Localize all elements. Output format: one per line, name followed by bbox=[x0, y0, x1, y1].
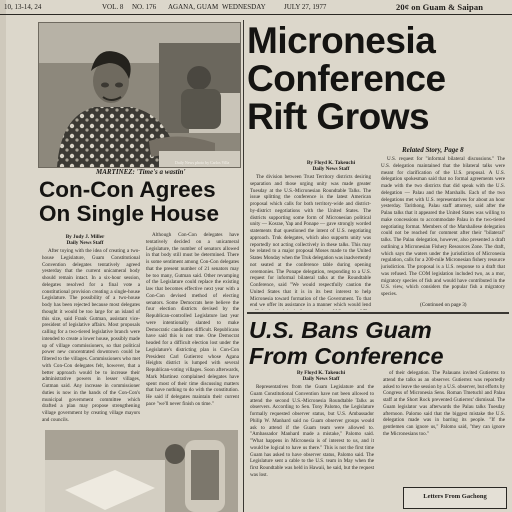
date: JULY 27, 1977 bbox=[284, 3, 327, 11]
guam-headline bbox=[249, 317, 509, 369]
article-text: After toying with the idea of creating a two-house Legislature, Guam Constitutional Convention delegates tentatively agreed yesterday that the current unicameral body should remain intact. In a six-hour session, delegates resolved for a final vote a constitutional provision creating a single-house Legislature. The possibility of a two-house body has been rejected because most delegates thought it would be too large for an island of this size, said Frank Gutman, assistant vice-president of legislative affairs. Most proposals calling for a two-tiered legislative branch were intended to create a lower house, possibly made up of village commissioners, so that political power new concentrated downtown could be filtered to the villages. Commissioners who met with Con-Con delegates felt, however, that a better approach would be to increase their administrative powers in lesser villages, Gutman said. Any increase in commissioner duties is now in the hands of the Con-Con's municipal government committee which drafted a plan may propose strengthening village government by creating village mayors and councils. bbox=[42, 248, 140, 423]
article-text: Representatives from the Guam Legislature and the Guam Constitutional Convention have not been allowed to attend the second U.S.-Micronesia Roundtable Talks as observers. According to Sen. Tony Palomo, the Legislature formally requested observer status, but U.S. Ambassador Philip W. Manhard said no Guam observer groups would ask to attend if the Guam team were allowed to. "Ambassador Manhard made a mistake," Palomo said. "What happens in Micronesia is of interest to us, and it would be logical to have us there." This is not the first time Guam has asked to have observer status, Palomo said. The Legislature sent a cable to the U.S. team in May when the first Roundtable was held in Hawaii, he said, but the request was lost. bbox=[250, 384, 374, 478]
weekday: WEDNESDAY bbox=[222, 3, 266, 11]
byline-name: By Judy J. Miller bbox=[65, 234, 105, 240]
concon-headline bbox=[39, 178, 244, 226]
related-story-ref: Related Story, Page 8 bbox=[402, 146, 464, 154]
headline-line: Rift Grows bbox=[247, 96, 430, 137]
headline-line: U.S. Bans Guam bbox=[249, 317, 432, 343]
headline-line: Con-Con Agrees bbox=[39, 177, 216, 202]
price: 20¢ on Guam & Saipan bbox=[396, 2, 484, 12]
guam-column-2 bbox=[383, 370, 505, 482]
continued-note: (Continued on page 3) bbox=[420, 302, 467, 308]
bottom-photo bbox=[45, 430, 238, 512]
location: AGANA, GUAM bbox=[168, 3, 219, 11]
martinez-photo bbox=[38, 22, 241, 168]
headline-line: Micronesia bbox=[247, 20, 436, 61]
micronesia-column-2 bbox=[381, 156, 505, 298]
headline-line: On Single House bbox=[39, 201, 220, 226]
article-text: The division between Trust Territory districts desiring separation and those urging unity was made greater Tuesday at the U.S.-Micronesian Roundtable Talks. The issue splitting the conference is the latest American proposal which calls for both territory-wide and district-by-district negotiations with the United States. The districts supporting some form of Micronesian political unity — Kosrae, Yap and Ponape — gave strongly worded statements that questioned the intent of U.S. negotiating approach. Truk delegates, which also supports unity was reportedly not acting collectively in these talks. This may be related to a major proposal Moses made to the United States Monday when the Truk delegation was inadvertently not seated at the conference table during opening ceremonies. The Ponape delegation, responding to a U.S. request for informal bilateral talks at the Roundtable Conference, said "We would respectfully caution the United States that it is in its best interest to help Micronesia toward formation of the Government. To that end we offer its assistance in a manner which would lend bbox=[250, 174, 371, 309]
issue-ref: 10, 13-14, 24 bbox=[4, 3, 42, 11]
concon-column-2 bbox=[146, 232, 239, 428]
concon-column-1 bbox=[42, 248, 140, 426]
article-text: Although Con-Con delegates have tentatively decided on a unicameral Legislature, the number of senators allowed in that body still must be determined. There is some sentiment among Con-Con delegates that the present number of 21 senators may be too many, Gutman said. Other revamping of the Legislature could replace the existing law that becomes effective next year with a Con-Con devised method of electing senators. Some Democrats here believe the four election districts devised by the Republican-controlled Legislature last year were intentionally slanted to make Democratic candidates difficult. Republicans have said this is not true. One Democrat headed for a difficult election lost under the Legislature's districting plan is Con-Con President Carl Gutierrez whose Agana Heights district is lumped with several Republican-voting villages. Soon afterwards, Mark Martinez complained delegates have spent most of their time discussing matters that have nothing to do with the constitution. He said if delegates maintain their current pace "we'll never finish on time." bbox=[146, 232, 239, 407]
photo-caption: MARTINEZ: 'Time's a wastin' bbox=[96, 168, 186, 176]
byline-org: Daily News Staff bbox=[302, 376, 340, 382]
concon-byline bbox=[54, 234, 116, 246]
article-text: U.S. request for "informal bilateral discussions." The U.S. delegation maintained that the bilateral talks were meant for clarification of the U.S. proposal. A U.S. delegation spokesman said that no formal agreements were made with the two districts that did speak with the U.S. delegation — Palau and the Marshalls. Each of the two delegations met with U.S. representatives for about an hour yesterday. Tarithong, Palau staff attorney, said after the Palau talks that it appeared the United States was willing to make concessions to accommodate Palau in the two-tiered negotiating format. Members of the Marshallese delegation could not be reached for comment after their "bilateral" talks. The Palau delegation, however, also presented a draft outlining a Micronesian Fishery Resources Zone. The draft, which says the waters under the jurisdiction of Micronesia regulation, calls for a 200-mile Micronesian fishery resource jurisdiction. The proposal is a U.S. response to a draft that was refused. The COM legislation included two, as a mor, migratory species of fish and would have contributed in the U.S. view, which considers the popular fish a migratory species. bbox=[381, 156, 505, 297]
photo-image bbox=[39, 23, 240, 167]
byline-name: By Floyd K. Takeuchi bbox=[306, 160, 356, 166]
masthead bbox=[0, 0, 512, 15]
binding-edge bbox=[0, 0, 6, 512]
photo-credit: Daily News photo by Carlos Villa bbox=[175, 160, 230, 165]
bottom-photo-image bbox=[45, 430, 238, 512]
micronesia-column-1 bbox=[250, 174, 371, 310]
byline-name: By Floyd K. Takeuchi bbox=[296, 370, 346, 376]
byline-org: Daily News Staff bbox=[66, 240, 104, 246]
byline-org: Daily News Staff bbox=[312, 166, 350, 172]
guam-column-1 bbox=[250, 384, 374, 512]
letters-box: Letters From Gachong bbox=[403, 487, 507, 509]
article-text: of their delegation. The Palauans invited Gutierrez to attend the talks as an observer. Gutierrez was reportedly asked to leave the session by a U.S. observer, but efforts by Congress of Micronesia Sens. Roman Tmetuchl and Palau staff at the Short Rock prevented Gutierrez' dismissal. The Guam legislator was afterwards the Palau talks Tuesday afternoon. Palomo said that the biggest mistake the U.S. delegation made was in barring its people. "If the gentlemen can ignore us," Palomo said, "they can ignore the Micronesians too." bbox=[383, 370, 505, 437]
volume: VOL. 8 bbox=[102, 3, 124, 11]
number: NO. 176 bbox=[132, 3, 157, 11]
guam-byline bbox=[286, 370, 356, 382]
micronesia-headline bbox=[247, 22, 509, 136]
column-rule bbox=[243, 20, 244, 512]
micronesia-byline bbox=[296, 160, 366, 172]
headline-line: Conference bbox=[247, 58, 446, 99]
headline-line: From Conference bbox=[249, 343, 444, 369]
section-rule bbox=[247, 312, 509, 314]
